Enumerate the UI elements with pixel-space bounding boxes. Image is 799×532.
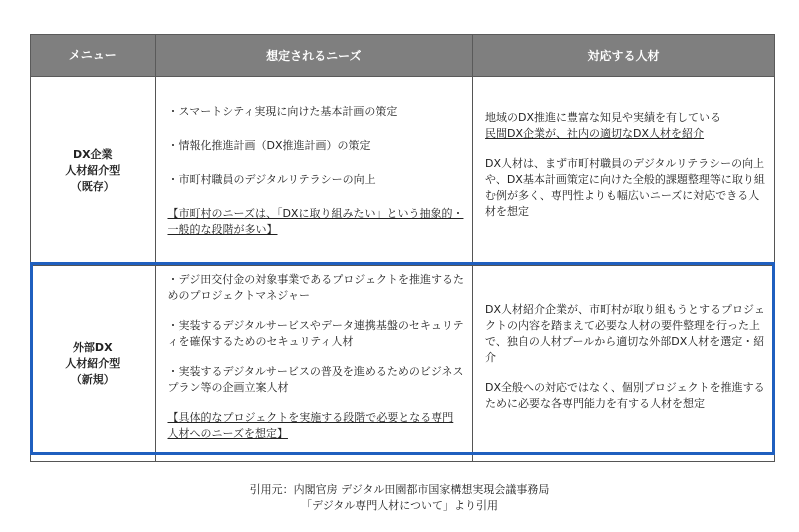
header-talent: 対応する人材	[473, 35, 775, 77]
talent-text: 地域のDX推進に豊富な知見や実績を有している	[485, 111, 722, 124]
citation-title: 「デジタル専門人材について」より引用	[300, 499, 499, 512]
needs-note: 【市町村のニーズは、「DXに取り組みたい」という抽象的・一般的な段階が多い】	[167, 207, 464, 236]
dx-menu-table	[30, 34, 775, 462]
needs-cell-existing	[155, 77, 473, 266]
need-item: ・情報化推進計画（DX推進計画）の策定	[167, 139, 371, 152]
header-needs: 想定されるニーズ	[155, 35, 473, 77]
need-item: ・実装するデジタルサービスの普及を進めるためのビジネスプラン等の企画立案人材	[167, 365, 464, 394]
talent-text-emphasis: 民間DX企業が、社内の適切なDX人材を紹介	[485, 127, 705, 140]
menu-type: 人材紹介型	[65, 356, 121, 370]
table-row-existing	[31, 77, 775, 266]
menu-status: （新規）	[70, 372, 115, 386]
talent-text: DX人材は、まず市町村職員のデジタルリテラシーの向上や、DX基本計画策定に向けた全般的課題整理等に取り組む例が多く、専門性よりも幅広いニーズに対応できる人材を想定	[485, 157, 765, 218]
menu-type: 人材紹介型	[65, 164, 121, 177]
menu-cell-new	[31, 266, 156, 462]
menu-name: DX企業	[72, 148, 113, 161]
talent-text: DX人材紹介企業が、市町村が取り組もうとするプロジェクトの内容を踏まえて必要な人材の要件整理を行った上で、独自の人材プールから適切な外部DX人材を選定・紹介	[485, 303, 765, 364]
need-item: ・市町村職員のデジタルリテラシーの向上	[167, 173, 376, 186]
citation	[0, 482, 799, 514]
menu-status: （既存）	[70, 180, 115, 193]
talent-cell-new	[473, 266, 775, 462]
header-row	[31, 35, 775, 77]
need-item: ・実装するデジタルサービスやデータ連携基盤のセキュリティを確保するためのセキュリティ人材	[167, 319, 464, 348]
talent-text: DX全般への対応ではなく、個別プロジェクトを推進するために必要な各専門能力を有する人材を想定	[485, 381, 765, 410]
table-row-new	[31, 266, 775, 462]
citation-source: 引用元：内閣官房 デジタル田園都市国家構想実現会議事務局	[249, 483, 550, 496]
menu-name: 外部DX	[72, 340, 113, 354]
talent-cell-existing	[473, 77, 775, 266]
needs-cell-new	[155, 266, 473, 462]
needs-note: 【具体的なプロジェクトを実施する段階で必要となる専門人材へのニーズを想定】	[167, 411, 454, 440]
need-item: ・デジ田交付金の対象事業であるプロジェクトを推進するためのプロジェクトマネジャー	[167, 273, 465, 302]
header-menu: メニュー	[31, 35, 156, 77]
menu-cell-existing	[31, 77, 156, 266]
need-item: ・スマートシティ実現に向けた基本計画の策定	[167, 105, 398, 118]
